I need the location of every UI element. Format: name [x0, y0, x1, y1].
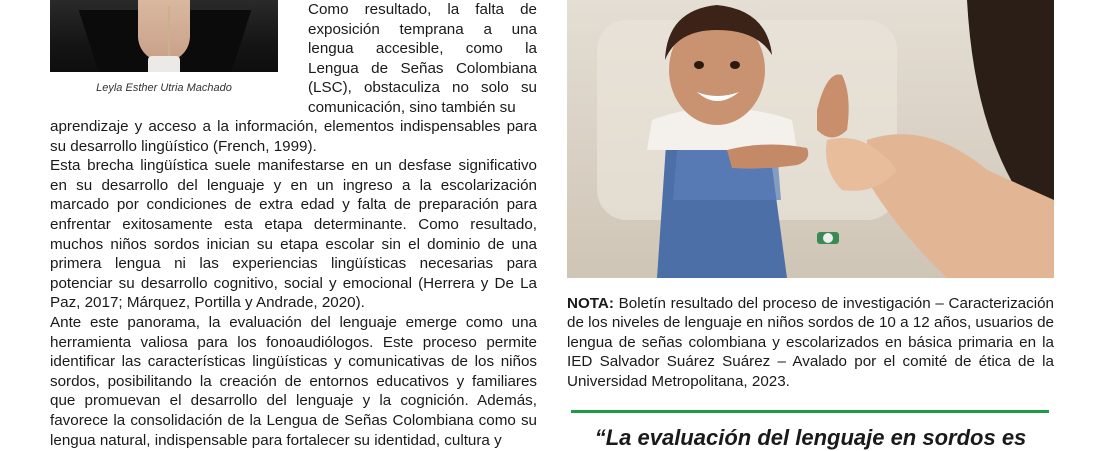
note-text: Boletín resultado del proceso de investigación – Caracterización de los niveles de lenguaje en niños sordos de 10 a 12 años, usuarios de lengua de señas colombiana y escolarizados en básica primaria en la IED Salvador Suárez Suárez – Avalado por el comité de ética de la Universidad Metropolitana, 2023.: [567, 295, 1054, 390]
article-paragraph-wrapped: Como resultado, la falta de exposición temprana a una lengua accesible, como la Lengua de Señas Colombiana (LSC), obstaculiza no solo su comunicación, sino también su: [308, 1, 537, 116]
article-body: [50, 117, 537, 450]
article-paragraph-2: Esta brecha lingüística suele manifestarse en un desfase significativo en su desarrollo del lenguaje y en un ingreso a la escolarización marcado por condiciones de extra edad y falta de preparación para enfrentar exitosamente esta etapa determinante. Como resultado, muchos niños sordos inician su etapa escolar sin el dominio de una primera lengua ni las experiencias lingüísticas necesarias para potenciar su desarrollo cognitivo, social y emocional (Herrera y De La Paz, 2017; Márquez, Portilla y Andrade, 2020).: [50, 157, 537, 312]
photo-illustration: [567, 0, 1054, 278]
note-label: NOTA:: [567, 295, 614, 312]
section-divider: [571, 410, 1049, 413]
child-signing-photo: [567, 0, 1054, 278]
article-column: [50, 0, 537, 450]
pull-quote: “La evaluación del lenguaje en sordos es: [594, 425, 1027, 450]
article-paragraph-3: Ante este panorama, la evaluación del lenguaje emerge como una herramienta valiosa para los fonoaudiólogos. Este proceso permite identificar las características lingüísticas y comunicativas de los niños sordos, posibilitando la creación de entornos educativos y familiares que promuevan el desarrollo del lenguaje y la cognición. Además, favorece la consolidación de la Lengua de Señas Colombiana como su lengua natural, indispensable para fortalecer su identidad, cultura y: [50, 313, 537, 449]
photo-note: [567, 294, 1054, 391]
author-caption: Leyla Esther Utria Machado: [96, 82, 232, 94]
article-paragraph-continuation: aprendizaje y acceso a la información, elementos indispensables para su desarrollo lingüístico (French, 1999).: [50, 118, 537, 155]
